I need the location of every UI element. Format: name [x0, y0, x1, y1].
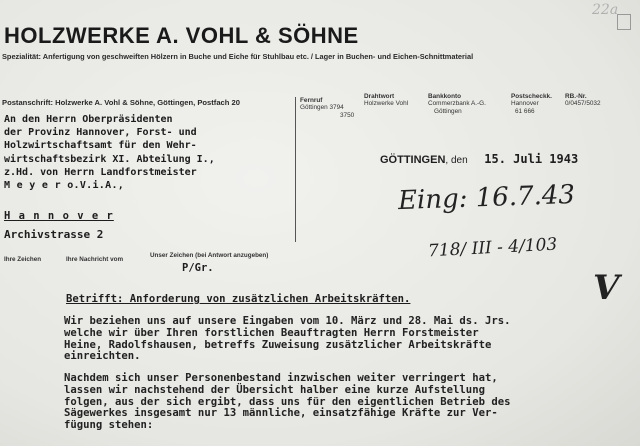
- bankkonto-label: Bankkonto: [428, 93, 462, 100]
- body-paragraph-1: [64, 316, 510, 363]
- corner-box: [617, 14, 631, 30]
- info-rbnr: [565, 93, 601, 108]
- date-prefix: , den: [445, 155, 468, 166]
- subject-line: Betrifft: Anforderung von zusätzlichen Arbeitskräften.: [66, 293, 411, 305]
- recipient-line: der Provinz Hannover, Forst- und: [4, 127, 197, 139]
- recipient-street: Archivstrasse 2: [4, 228, 104, 241]
- unser-zeichen-value: P/Gr.: [182, 262, 214, 274]
- recipient-line: z.Hd. von Herrn Landforstmeister: [4, 166, 197, 178]
- postscheck-label: Postscheckk.: [511, 93, 552, 100]
- info-bankkonto: [428, 93, 486, 116]
- recipient-line: Holzwirtschaftsamt für den Wehr-: [4, 140, 197, 152]
- body-line: Heine, Radolfshausen, betreffs Zuweisung zusätzlicher Arbeitskräfte: [64, 338, 492, 351]
- postscheck-line2: 61 666: [515, 108, 535, 115]
- ihre-zeichen-label: Ihre Zeichen: [4, 256, 42, 263]
- body-line: Sägewerkes insgesamt nur 13 männliche, einsatzfähige Kräfte zur Ver-: [64, 407, 498, 420]
- rbnr-line1: 0/0457/5032: [565, 100, 601, 107]
- drahtwort-label: Drahtwort: [364, 93, 395, 100]
- bankkonto-line2: Göttingen: [434, 108, 462, 115]
- date-line: [380, 152, 578, 166]
- info-fernruf: [300, 97, 354, 120]
- address-divider: [295, 97, 296, 242]
- recipient-city: H a n n o v e r: [4, 210, 114, 222]
- recipient-line: wirtschaftsbezirk XI. Abteilung I.,: [4, 153, 215, 165]
- fernruf-line2: 3750: [340, 112, 355, 119]
- postal-address: Postanschrift: Holzwerke A. Vohl & Söhne, Göttingen, Postfach 20: [2, 98, 240, 107]
- company-specialty: Spezialität: Anfertigung von geschweiften Hölzern in Buche und Eiche für Stuhlbau etc. / Lager in Buchen- und Eichen-Schnittmaterial: [2, 52, 474, 61]
- rbnr-label: RB.-Nr.: [565, 93, 587, 100]
- unser-zeichen-label: Unser Zeichen (bei Antwort anzugeben): [150, 252, 269, 259]
- recipient-line: An den Herrn Oberpräsidenten: [4, 114, 173, 125]
- body-line: Nachdem sich unser Personenbestand inzwischen weiter verringert hat,: [64, 372, 498, 384]
- fernruf-label: Fernruf: [300, 97, 323, 104]
- body-line: welche wir über Ihren forstlichen Beauftragten Herrn Forstmeister: [64, 326, 479, 339]
- body-line: folgen, aus der sich ergibt, dass uns für den eigentlichen Betrieb des: [64, 395, 511, 408]
- body-paragraph-2: [64, 373, 510, 432]
- postscheck-line1: Hannover: [511, 100, 539, 107]
- ihre-nachricht-label: Ihre Nachricht vom: [66, 256, 124, 263]
- body-line: fügung stehen:: [64, 419, 154, 432]
- handwritten-receipt-stamp: Eing: 16.7.43: [397, 179, 576, 217]
- body-line: Wir beziehen uns auf unsere Eingaben vom 10. März und 28. Mai ds. Jrs.: [64, 315, 511, 327]
- bankkonto-line1: Commerzbank A.-G.: [428, 100, 486, 107]
- date-value: 15. Juli 1943: [484, 152, 579, 166]
- info-postscheck: [511, 93, 552, 116]
- body-line: lassen wir nachstehend der Übersicht halber eine kurze Aufstellung: [64, 383, 485, 396]
- handwritten-initial: V: [593, 268, 620, 308]
- company-name: HOLZWERKE A. VOHL & SÖHNE: [4, 23, 359, 48]
- handwritten-file-number: 718/ III - 4/103: [427, 234, 558, 262]
- drahtwort-line1: Holzwerke Vohl: [364, 100, 409, 107]
- body-line: einreichten.: [64, 350, 141, 363]
- fernruf-line1: Göttingen 3794: [300, 104, 344, 111]
- recipient-address: [4, 113, 215, 192]
- page-number: 22a: [592, 2, 619, 18]
- recipient-line: M e y e r o.V.i.A.,: [4, 180, 125, 192]
- info-drahtwort: [364, 93, 408, 108]
- date-city: GÖTTINGEN: [380, 154, 446, 166]
